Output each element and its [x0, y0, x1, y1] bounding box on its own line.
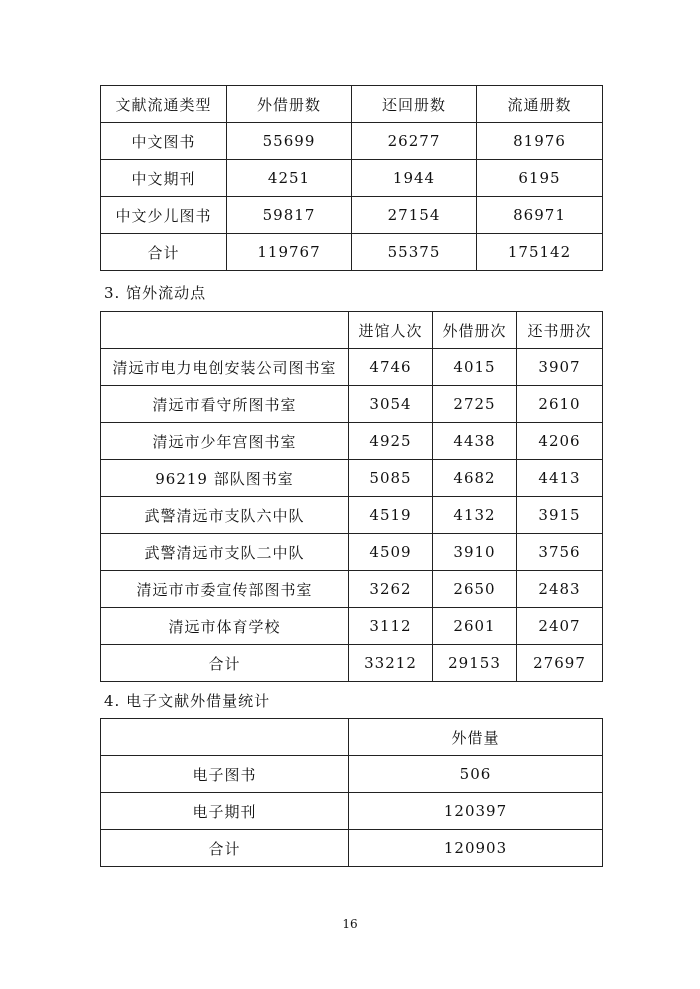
row-label: 清远市体育学校 [101, 608, 349, 645]
cell: 2650 [433, 571, 517, 608]
header-cell: 进馆人次 [349, 312, 433, 349]
cell: 33212 [349, 645, 433, 682]
section-4-title: 4. 电子文献外借量统计 [104, 692, 271, 710]
header-cell: 还回册数 [352, 86, 477, 123]
cell: 4519 [349, 497, 433, 534]
row-label: 合计 [101, 830, 349, 867]
table-row [101, 793, 603, 830]
row-label: 合计 [101, 234, 227, 271]
header-cell: 还书册次 [517, 312, 603, 349]
cell: 2601 [433, 608, 517, 645]
cell: 2725 [433, 386, 517, 423]
cell: 5085 [349, 460, 433, 497]
row-label: 武警清远市支队二中队 [101, 534, 349, 571]
table-row [101, 608, 603, 645]
table-row [101, 830, 603, 867]
row-label: 电子期刊 [101, 793, 349, 830]
cell: 29153 [433, 645, 517, 682]
cell: 506 [349, 756, 603, 793]
cell: 175142 [477, 234, 603, 271]
table-row [101, 160, 603, 197]
table-row [101, 460, 603, 497]
row-label: 中文少儿图书 [101, 197, 227, 234]
cell: 4206 [517, 423, 603, 460]
page-number: 16 [342, 917, 358, 931]
table-header-row [101, 312, 603, 349]
table-row [101, 423, 603, 460]
cell: 6195 [477, 160, 603, 197]
table-row [101, 234, 603, 271]
cell: 81976 [477, 123, 603, 160]
row-label: 武警清远市支队六中队 [101, 497, 349, 534]
cell: 3915 [517, 497, 603, 534]
cell: 3907 [517, 349, 603, 386]
cell: 4509 [349, 534, 433, 571]
cell: 3112 [349, 608, 433, 645]
cell: 55375 [352, 234, 477, 271]
row-label: 96219 部队图书室 [101, 460, 349, 497]
cell: 2407 [517, 608, 603, 645]
cell: 3054 [349, 386, 433, 423]
row-label: 中文期刊 [101, 160, 227, 197]
table-row [101, 497, 603, 534]
cell: 86971 [477, 197, 603, 234]
table-row [101, 534, 603, 571]
row-label: 电子图书 [101, 756, 349, 793]
header-cell: 外借量 [349, 719, 603, 756]
cell: 2610 [517, 386, 603, 423]
cell: 4132 [433, 497, 517, 534]
cell: 3262 [349, 571, 433, 608]
header-cell: 文献流通类型 [101, 86, 227, 123]
cell: 4746 [349, 349, 433, 386]
table-row [101, 123, 603, 160]
table-row [101, 197, 603, 234]
header-cell: 外借册次 [433, 312, 517, 349]
table-header-row [101, 719, 603, 756]
cell: 4438 [433, 423, 517, 460]
cell: 4682 [433, 460, 517, 497]
cell: 120903 [349, 830, 603, 867]
cell: 1944 [352, 160, 477, 197]
table-header-row [101, 86, 603, 123]
header-cell: 外借册数 [227, 86, 352, 123]
header-cell [101, 312, 349, 349]
outreach-points-table [100, 311, 603, 682]
electronic-loans-table [100, 718, 603, 867]
cell: 120397 [349, 793, 603, 830]
table-row [101, 386, 603, 423]
header-cell [101, 719, 349, 756]
circulation-table [100, 85, 603, 271]
cell: 2483 [517, 571, 603, 608]
cell: 3756 [517, 534, 603, 571]
cell: 3910 [433, 534, 517, 571]
table-row [101, 571, 603, 608]
cell: 4251 [227, 160, 352, 197]
row-label: 清远市少年宫图书室 [101, 423, 349, 460]
row-label: 清远市市委宣传部图书室 [101, 571, 349, 608]
cell: 4925 [349, 423, 433, 460]
cell: 26277 [352, 123, 477, 160]
cell: 27154 [352, 197, 477, 234]
cell: 119767 [227, 234, 352, 271]
section-3-title: 3. 馆外流动点 [104, 284, 207, 302]
header-cell: 流通册数 [477, 86, 603, 123]
row-label: 合计 [101, 645, 349, 682]
table-row [101, 645, 603, 682]
row-label: 清远市看守所图书室 [101, 386, 349, 423]
row-label: 清远市电力电创安装公司图书室 [101, 349, 349, 386]
table-row [101, 349, 603, 386]
table-row [101, 756, 603, 793]
cell: 4413 [517, 460, 603, 497]
cell: 4015 [433, 349, 517, 386]
cell: 55699 [227, 123, 352, 160]
row-label: 中文图书 [101, 123, 227, 160]
cell: 59817 [227, 197, 352, 234]
cell: 27697 [517, 645, 603, 682]
